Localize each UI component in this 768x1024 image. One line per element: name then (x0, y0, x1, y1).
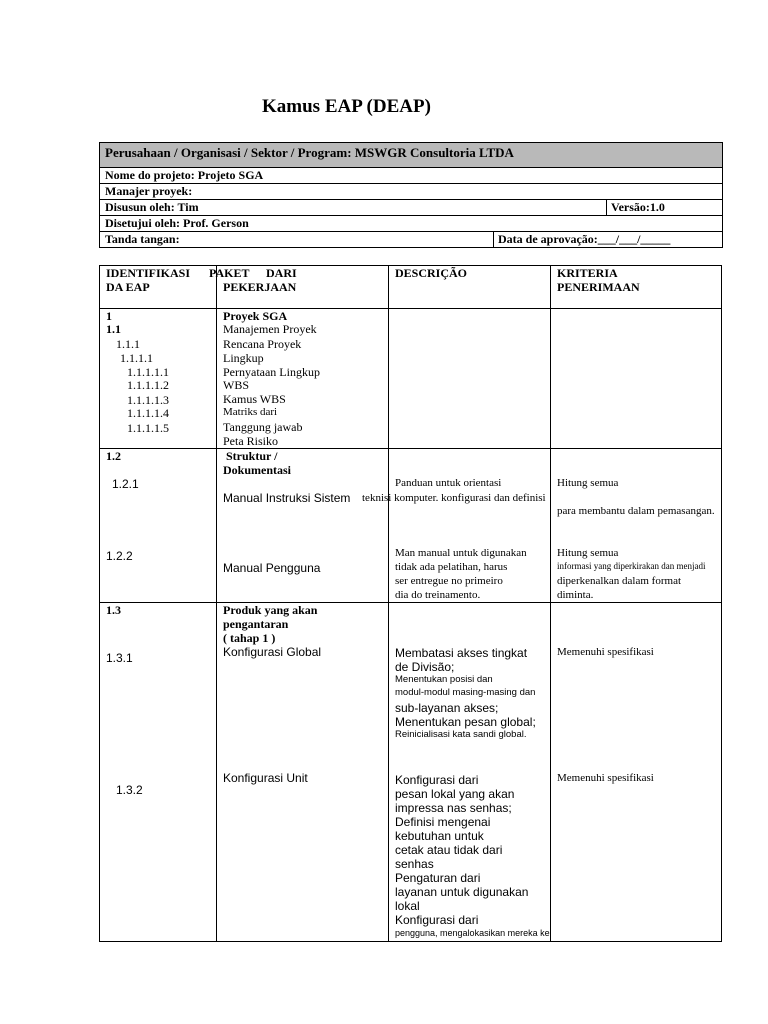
wbs-package: Kamus WBS (223, 392, 286, 406)
criteria-text: Memenuhi spesifikasi (557, 772, 654, 784)
criteria-text: Memenuhi spesifikasi (557, 646, 654, 658)
wbs-package: Lingkup (223, 351, 264, 365)
description-text: Menentukan posisi dan (395, 674, 493, 685)
prepared-by-label: Disusun oleh: Tim (105, 200, 199, 214)
wbs-package: Konfigurasi Global (223, 645, 322, 659)
approved-by-label: Disetujui oleh: Prof. Gerson (105, 216, 249, 230)
description-text: kebutuhan untuk (395, 829, 484, 843)
wbs-package: Konfigurasi Unit (223, 771, 308, 785)
approved-by-row (100, 215, 722, 231)
col-desc-header: DESCRIÇÃO (395, 266, 468, 280)
description-text: sub-layanan akses; (395, 701, 499, 715)
description-text: Reinicialisasi kata sandi global. (395, 729, 527, 740)
description-text: Man manual untuk digunakan (395, 547, 527, 559)
description-text: pesan lokal yang akan (395, 787, 515, 801)
description-text: cetak atau tidak dari (395, 843, 503, 857)
wbs-id: 1.3.1 (106, 651, 133, 665)
col-pkg-header-word1: PAKET (209, 266, 250, 280)
wbs-package: WBS (223, 378, 250, 392)
description-text: Pengaturan dari (395, 871, 481, 885)
wbs-package: Produk yang akan (223, 603, 318, 617)
criteria-text: informasi yang diperkirakan dan menjadi (557, 561, 706, 571)
description-text: layanan untuk digunakan (395, 885, 529, 899)
wbs-id: 1.2.1 (112, 477, 139, 491)
wbs-id: 1.1.1.1.4 (127, 406, 169, 420)
signature-label: Tanda tangan: (105, 232, 180, 246)
col-crit-header-2: PENERIMAAN (557, 280, 640, 294)
wbs-package: Peta Risiko (223, 434, 279, 448)
criteria-text: Hitung semua (557, 547, 619, 559)
wbs-package: Matriks dari (223, 406, 278, 418)
description-text: de Divisão; (395, 660, 455, 674)
col-pkg-header-2: PEKERJAAN (223, 280, 297, 294)
version-label: Versão:1.0 (611, 200, 665, 214)
wbs-package: Rencana Proyek (223, 337, 302, 351)
wbs-id: 1.2.2 (106, 549, 133, 563)
wbs-id: 1.1.1.1.3 (127, 393, 169, 407)
description-text: impressa nas senhas; (395, 801, 512, 815)
description-text: Konfigurasi dari (395, 773, 479, 787)
col-id-header-2: DA EAP (106, 280, 150, 294)
signature-row (100, 231, 722, 247)
description-text: Menentukan pesan global; (395, 715, 536, 729)
wbs-id: 1.1.1.1.2 (127, 378, 169, 392)
wbs-package: Manajemen Proyek (223, 322, 317, 336)
wbs-id: 1.1 (106, 322, 121, 336)
project-name-label: Nome do projeto: Projeto SGA (105, 168, 264, 182)
prepared-by-row (100, 199, 722, 215)
col-pkg-header-word2: DARI (266, 266, 297, 280)
wbs-id: 1.3.2 (116, 783, 143, 797)
wbs-package: Manual Instruksi Sistem (223, 491, 351, 505)
criteria-text: diperkenalkan dalam format (557, 575, 682, 587)
project-name-row (100, 167, 722, 183)
description-text: ser entregue no primeiro (395, 575, 503, 587)
company-label: Perusahaan / Organisasi / Sektor / Program: MSWGR Consultoria LTDA (105, 145, 514, 160)
description-text: senhas (395, 857, 434, 871)
criteria-text: para membantu dalam pemasangan. (557, 505, 715, 517)
manager-label: Manajer proyek: (105, 184, 193, 198)
col-id-header-1: IDENTIFIKASI (106, 266, 191, 280)
wbs-id: 1 (106, 309, 112, 323)
wbs-id: 1.1.1.1.1 (127, 365, 169, 379)
project-info-table (99, 142, 723, 248)
description-text: teknisi komputer. konfigurasi dan definisi (362, 492, 546, 504)
wbs-package: pengantaran (223, 617, 289, 631)
criteria-text: diminta. (557, 589, 594, 601)
wbs-package: Tanggung jawab (223, 420, 303, 434)
manager-row (100, 183, 722, 199)
company-row (100, 143, 722, 167)
wbs-package: Pernyataan Lingkup (223, 365, 320, 379)
wbs-package: Proyek SGA (223, 309, 288, 323)
description-text: Membatasi akses tingkat (395, 646, 528, 660)
col-crit-header-1: KRITERIA (557, 266, 618, 280)
description-text: dia do treinamento. (395, 589, 481, 601)
wbs-package: Manual Pengguna (223, 561, 321, 575)
wbs-package: Dokumentasi (223, 463, 292, 477)
page-title: Kamus EAP (DEAP) (262, 96, 431, 117)
wbs-id: 1.2 (106, 449, 121, 463)
wbs-id: 1.1.1 (116, 337, 140, 351)
description-text: lokal (395, 899, 420, 913)
description-text: Konfigurasi dari (395, 913, 479, 927)
wbs-id: 1.1.1.1.5 (127, 421, 169, 435)
criteria-text: Hitung semua (557, 477, 619, 489)
description-text: pengguna, mengalokasikan mereka ke (395, 928, 550, 938)
description-text: Panduan untuk orientasi (395, 477, 502, 489)
wbs-package: Struktur / (226, 449, 278, 463)
wbs-package: ( tahap 1 ) (223, 631, 276, 645)
description-text: Definisi mengenai (395, 815, 491, 829)
wbs-id: 1.1.1.1 (120, 351, 153, 365)
wbs-id: 1.3 (106, 603, 121, 617)
approval-date-label: Data de aprovação:___/___/_____ (498, 232, 671, 246)
description-text: modul-modul masing-masing dan (395, 687, 536, 698)
description-text: tidak ada pelatihan, harus (395, 561, 508, 573)
